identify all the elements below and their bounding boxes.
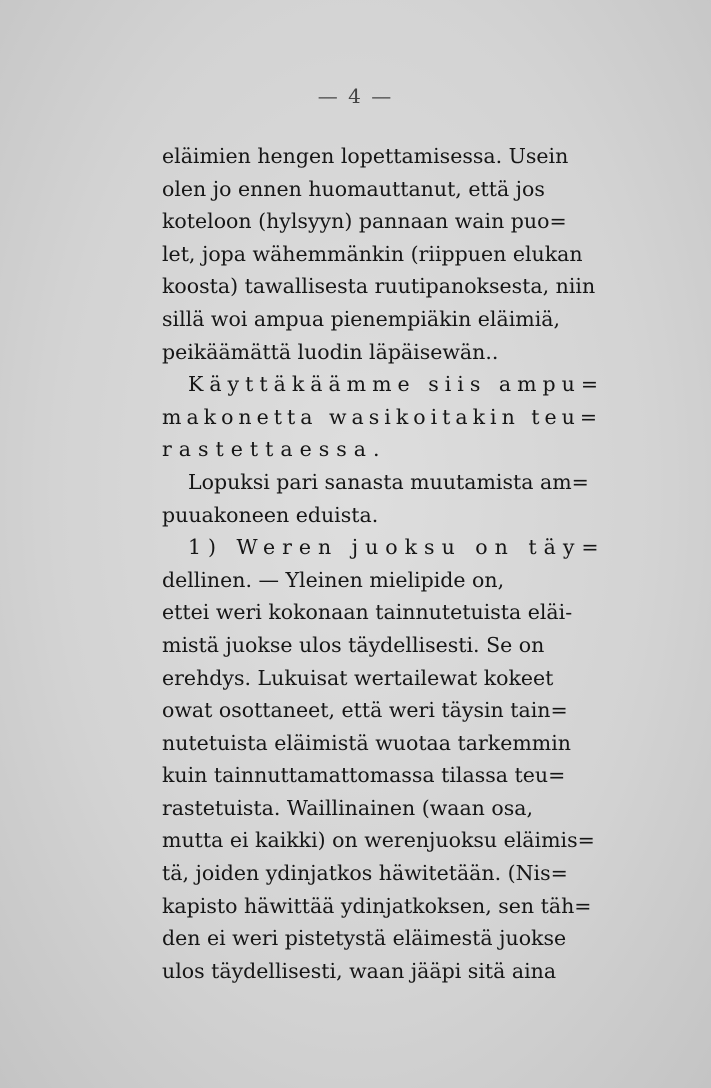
text-line [162,433,614,466]
text-line [162,531,614,564]
body-text [162,140,614,987]
text-line [162,564,614,597]
text-line [162,890,614,923]
text-line-content: koosta) tawallisesta ruutipanoksesta, niin [162,274,596,299]
text-line [162,368,614,401]
text-line-content: Lopuksi pari sanasta muutamista am= [188,469,589,494]
text-line [162,303,614,336]
text-line [162,955,614,988]
text-line [162,173,614,206]
text-line [162,629,614,662]
text-line-content: eläimien hengen lopettamisessa. Usein [162,144,569,168]
text-line [162,694,614,727]
text-line [162,792,614,825]
text-line [162,270,614,303]
text-line-content: let, jopa wähemmänkin (riippuen elukan [162,241,583,266]
text-line-content: dellinen. — Yleinen mielipide on, [162,567,505,592]
text-line [162,466,614,499]
text-line-content: koteloon (hylsyyn) pannaan wain puo= [162,209,567,234]
text-line [162,922,614,955]
text-line-content: kapisto häwittää ydinjatkoksen, sen täh= [162,893,592,918]
text-line-content: rastetuista. Waillinainen (waan osa, [162,795,534,820]
text-line [162,140,614,173]
text-line-content: Käyttäkäämme siis ampu= [188,372,605,397]
text-line-content: nutetuista eläimistä wuotaa tarkemmin [162,730,571,755]
text-line-content: puuakoneen eduista. [162,502,379,527]
text-line-content: makonetta wasikoitakin teu= [162,404,603,429]
text-line-content: tä, joiden ydinjatkos häwitetään. (Nis= [162,861,568,886]
text-line [162,499,614,532]
text-line-content: ettei weri kokonaan tainnutetuista eläi- [162,600,573,625]
text-line-content: peikäämättä luodin läpäisewän.. [162,339,499,364]
text-line-content: olen jo ennen huomauttanut, että jos [162,176,545,201]
text-line-content: ulos täydellisesti, waan jääpi sitä aina [162,958,557,983]
text-line [162,238,614,271]
text-line-content: rastettaessa. [162,437,387,462]
text-line [162,596,614,629]
text-line-content: erehdys. Lukuisat wertailewat kokeet [162,665,554,690]
text-line [162,759,614,792]
text-line [162,205,614,238]
text-line-content: den ei weri pistetystä eläimestä juokse [162,926,567,951]
text-line [162,824,614,857]
text-line-content: sillä woi ampua pienempiäkin eläimiä, [162,306,560,331]
text-line [162,857,614,890]
page-number: — 4 — [317,84,394,108]
text-line-content: owat osottaneet, että weri täysin tain= [162,698,568,723]
text-line-content: kuin tainnuttamattomassa tilassa teu= [162,763,566,788]
text-line-content: mistä juokse ulos täydellisesti. Se on [162,632,545,657]
text-line [162,336,614,369]
text-line [162,662,614,695]
text-line-content: 1) Weren juoksu on täy= [188,535,606,560]
text-line-content: mutta ei kaikki) on werenjuoksu eläimis= [162,828,595,853]
text-line [162,727,614,760]
text-line [162,401,614,434]
